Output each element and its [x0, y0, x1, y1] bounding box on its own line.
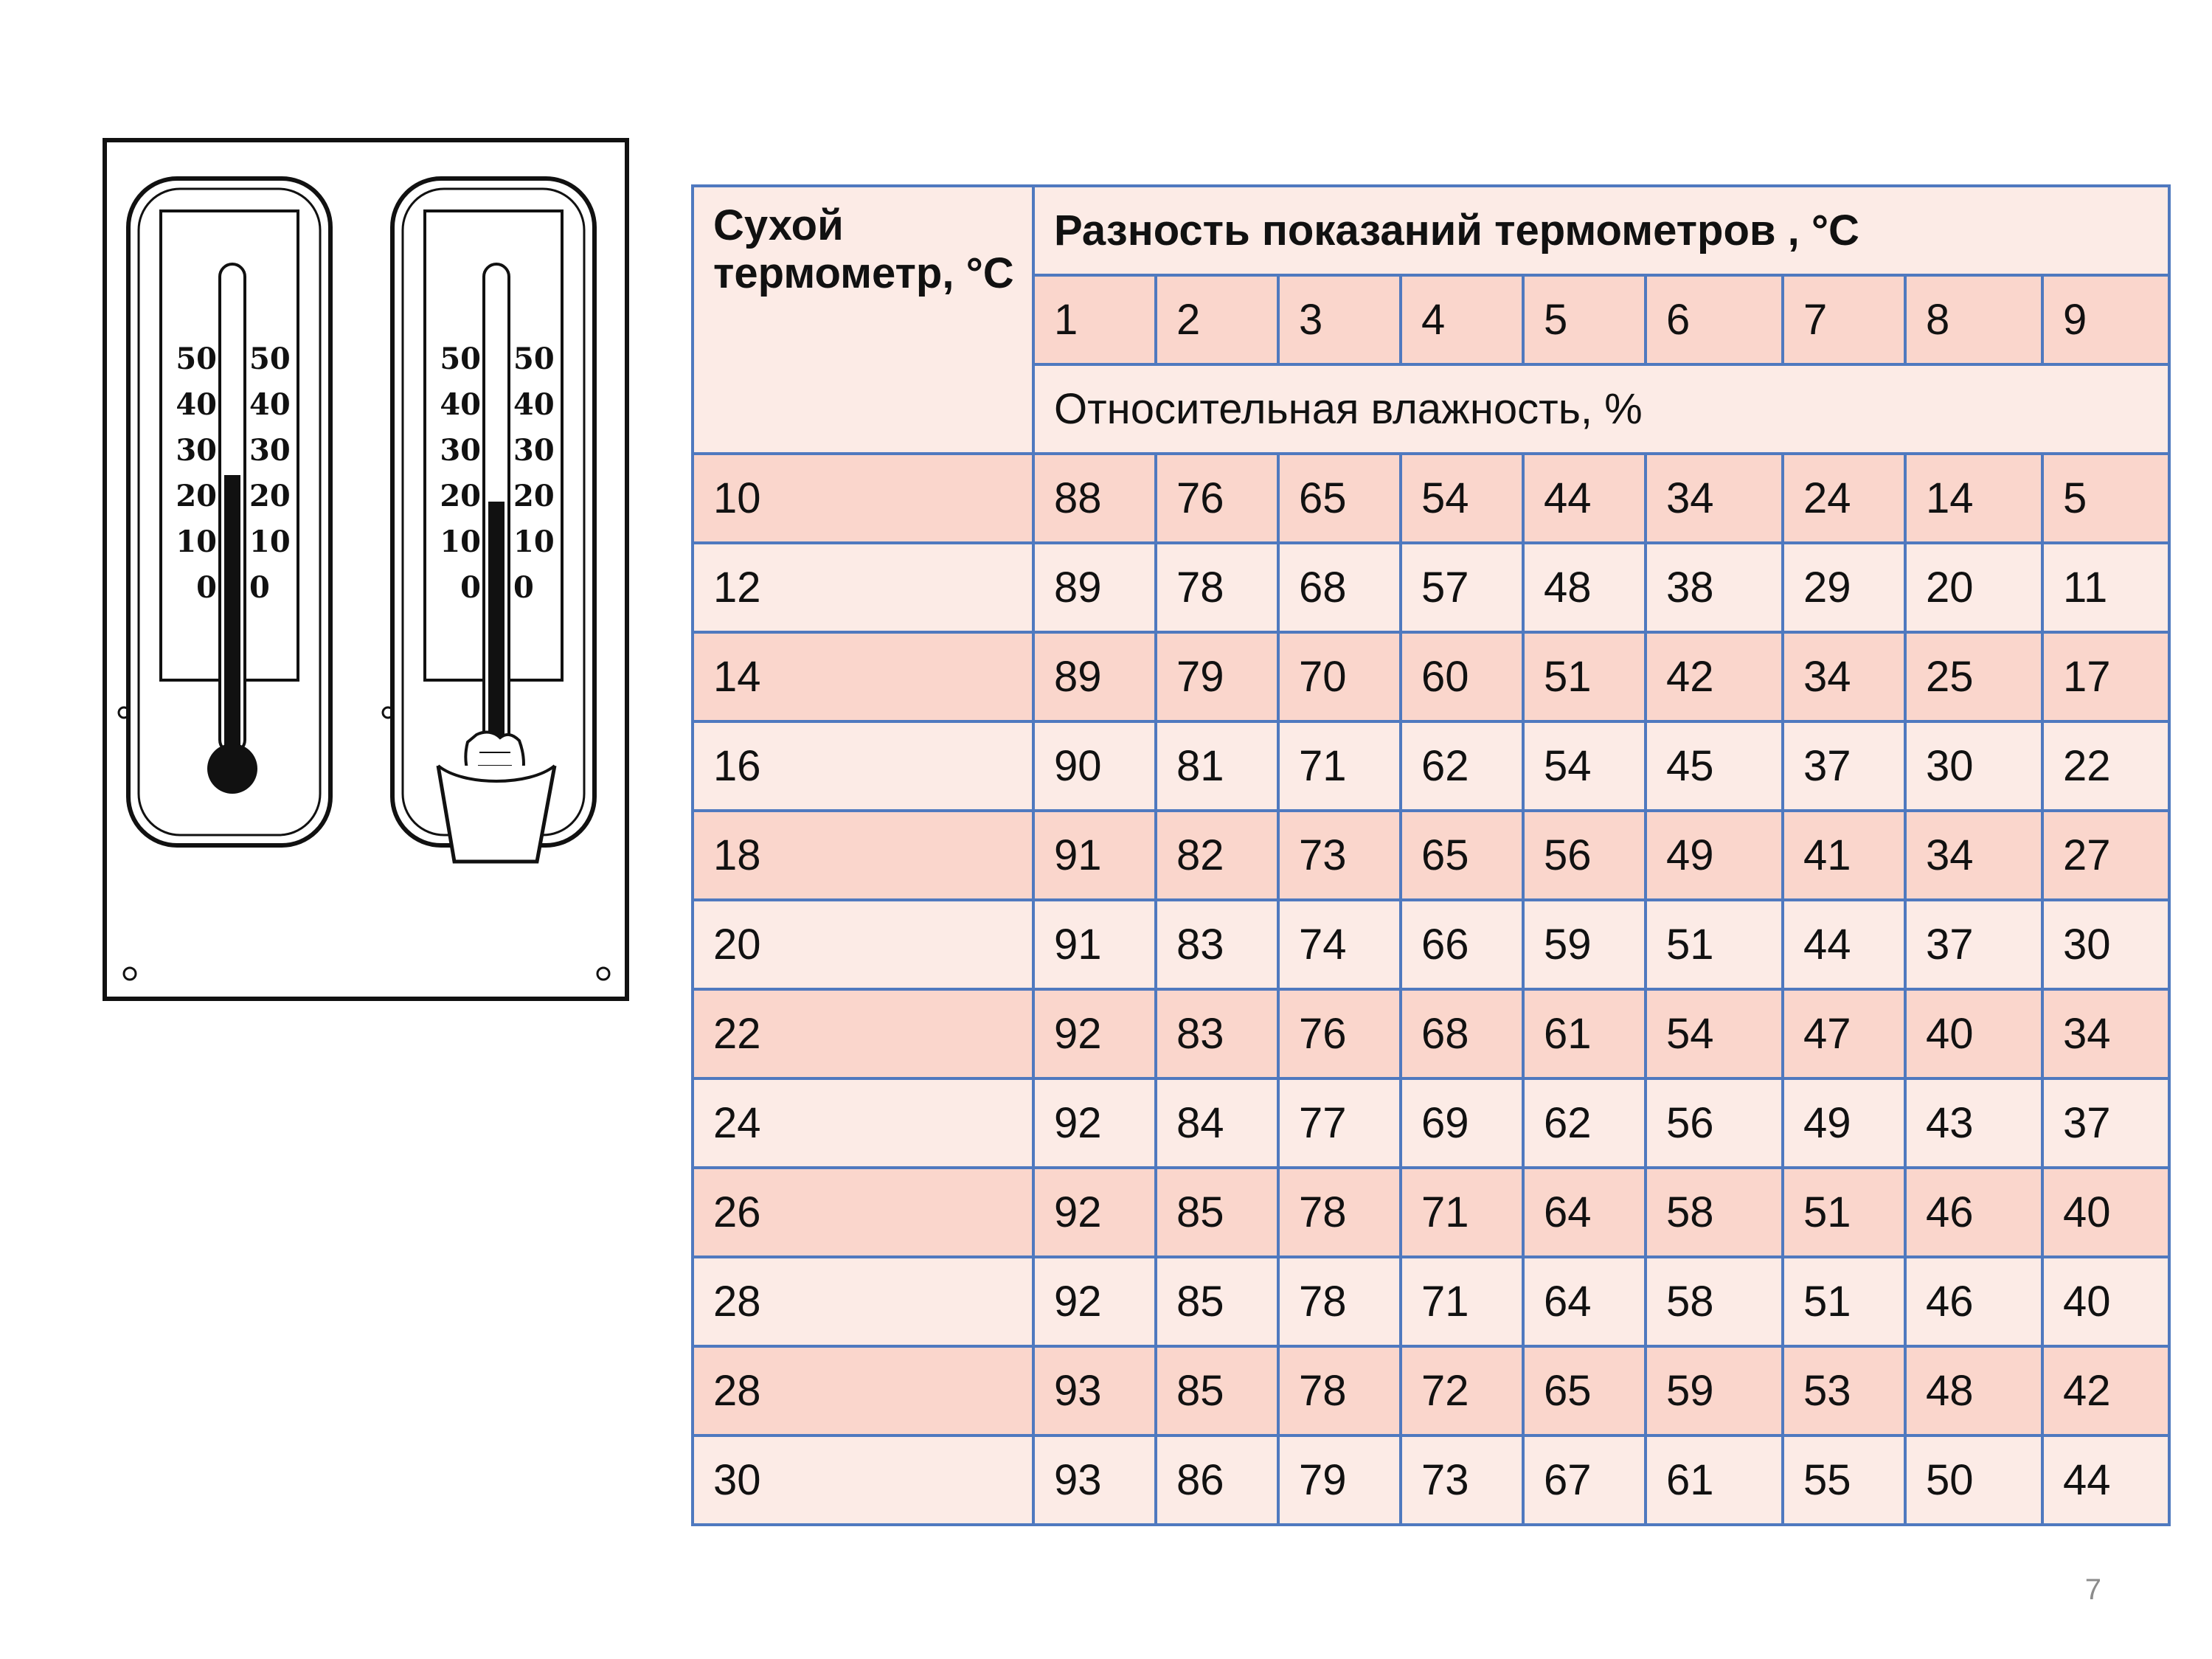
humidity-cell: 71: [1401, 1168, 1523, 1257]
humidity-cell: 66: [1401, 900, 1523, 989]
dry-temperature-cell: 26: [693, 1168, 1033, 1257]
humidity-cell: 42: [2042, 1346, 2169, 1435]
humidity-cell: 61: [1646, 1435, 1783, 1525]
humidity-cell: 59: [1523, 900, 1646, 989]
humidity-cell: 11: [2042, 543, 2169, 632]
humidity-cell: 40: [2042, 1257, 2169, 1346]
header-row-title: [693, 186, 2169, 275]
humidity-cell: 55: [1783, 1435, 1905, 1525]
humidity-cell: 56: [1646, 1078, 1783, 1168]
table-row: [693, 811, 2169, 900]
scale-label: 10: [249, 524, 291, 559]
scale-label: 0: [249, 570, 270, 605]
humidity-cell: 40: [1905, 989, 2042, 1078]
humidity-cell: 61: [1523, 989, 1646, 1078]
table-row: [693, 1435, 2169, 1525]
humidity-cell: 34: [1646, 454, 1783, 543]
psychrometer-icon: [102, 137, 630, 1002]
humidity-cell: 79: [1156, 632, 1278, 721]
humidity-cell: 38: [1646, 543, 1783, 632]
humidity-cell: 46: [1905, 1168, 2042, 1257]
humidity-cell: 44: [1523, 454, 1646, 543]
scale-label: 30: [176, 433, 217, 468]
scale-label: 10: [176, 524, 217, 559]
humidity-cell: 71: [1278, 721, 1401, 811]
column-header: 8: [1905, 275, 2042, 364]
humidity-cell: 86: [1156, 1435, 1278, 1525]
humidity-cell: 83: [1156, 989, 1278, 1078]
humidity-cell: 85: [1156, 1257, 1278, 1346]
humidity-cell: 14: [1905, 454, 2042, 543]
humidity-cell: 85: [1156, 1346, 1278, 1435]
column-header: 5: [1523, 275, 1646, 364]
humidity-cell: 25: [1905, 632, 2042, 721]
dry-temperature-cell: 20: [693, 900, 1033, 989]
dry-temperature-cell: 28: [693, 1257, 1033, 1346]
difference-header: Разность показаний термометров , °С: [1033, 186, 2169, 275]
humidity-cell: 5: [2042, 454, 2169, 543]
table-row: [693, 1257, 2169, 1346]
humidity-cell: 48: [1523, 543, 1646, 632]
scale-label: 10: [513, 524, 555, 559]
humidity-cell: 48: [1905, 1346, 2042, 1435]
wet-scale-right: [513, 336, 558, 611]
humidity-cell: 37: [1905, 900, 2042, 989]
dry-temperature-cell: 22: [693, 989, 1033, 1078]
humidity-cell: 30: [1905, 721, 2042, 811]
humidity-cell: 34: [1783, 632, 1905, 721]
humidity-cell: 29: [1783, 543, 1905, 632]
dry-scale-left: [176, 336, 217, 611]
column-header: 9: [2042, 275, 2169, 364]
humidity-cell: 49: [1783, 1078, 1905, 1168]
table-row: [693, 989, 2169, 1078]
humidity-cell: 27: [2042, 811, 2169, 900]
humidity-cell: 68: [1401, 989, 1523, 1078]
humidity-cell: 34: [1905, 811, 2042, 900]
humidity-cell: 78: [1278, 1257, 1401, 1346]
humidity-cell: 64: [1523, 1257, 1646, 1346]
humidity-cell: 46: [1905, 1257, 2042, 1346]
humidity-cell: 37: [1783, 721, 1905, 811]
humidity-cell: 83: [1156, 900, 1278, 989]
humidity-cell: 88: [1033, 454, 1156, 543]
humidity-cell: 37: [2042, 1078, 2169, 1168]
humidity-cell: 70: [1278, 632, 1401, 721]
dry-temperature-cell: 24: [693, 1078, 1033, 1168]
humidity-cell: 54: [1523, 721, 1646, 811]
column-header: 2: [1156, 275, 1278, 364]
humidity-cell: 45: [1646, 721, 1783, 811]
humidity-cell: 92: [1033, 989, 1156, 1078]
humidity-cell: 92: [1033, 1257, 1156, 1346]
humidity-cell: 85: [1156, 1168, 1278, 1257]
scale-label: 20: [176, 479, 217, 513]
column-header: 4: [1401, 275, 1523, 364]
humidity-cell: 84: [1156, 1078, 1278, 1168]
dry-temperature-cell: 28: [693, 1346, 1033, 1435]
humidity-cell: 89: [1033, 632, 1156, 721]
humidity-cell: 42: [1646, 632, 1783, 721]
humidity-cell: 67: [1523, 1435, 1646, 1525]
humidity-cell: 20: [1905, 543, 2042, 632]
humidity-cell: 17: [2042, 632, 2169, 721]
humidity-cell: 64: [1523, 1168, 1646, 1257]
humidity-cell: 92: [1033, 1168, 1156, 1257]
humidity-table: [691, 184, 2171, 1526]
column-header: 7: [1783, 275, 1905, 364]
humidity-cell: 78: [1156, 543, 1278, 632]
humidity-cell: 93: [1033, 1346, 1156, 1435]
humidity-cell: 79: [1278, 1435, 1401, 1525]
humidity-cell: 90: [1033, 721, 1156, 811]
scale-label: 30: [249, 433, 291, 468]
table-row: [693, 1346, 2169, 1435]
humidity-header: Относительная влажность, %: [1033, 364, 2169, 454]
scale-label: 50: [513, 342, 555, 376]
scale-label: 20: [513, 479, 555, 513]
humidity-cell: 22: [2042, 721, 2169, 811]
scale-label: 40: [513, 387, 555, 422]
humidity-cell: 91: [1033, 900, 1156, 989]
humidity-cell: 30: [2042, 900, 2169, 989]
humidity-cell: 34: [2042, 989, 2169, 1078]
humidity-cell: 51: [1783, 1168, 1905, 1257]
humidity-cell: 43: [1905, 1078, 2042, 1168]
scale-label: 30: [440, 433, 481, 468]
humidity-cell: 51: [1783, 1257, 1905, 1346]
humidity-cell: 24: [1783, 454, 1905, 543]
humidity-cell: 60: [1401, 632, 1523, 721]
scale-label: 0: [460, 570, 481, 605]
dry-temperature-cell: 18: [693, 811, 1033, 900]
scale-label: 50: [176, 342, 217, 376]
scale-label: 50: [440, 342, 481, 376]
dry-scale-right: [249, 336, 294, 611]
humidity-cell: 82: [1156, 811, 1278, 900]
table-row: [693, 632, 2169, 721]
scale-label: 40: [440, 387, 481, 422]
humidity-cell: 72: [1401, 1346, 1523, 1435]
humidity-cell: 93: [1033, 1435, 1156, 1525]
page-number: 7: [2084, 1573, 2101, 1606]
humidity-cell: 74: [1278, 900, 1401, 989]
scale-label: 50: [249, 342, 291, 376]
humidity-cell: 50: [1905, 1435, 2042, 1525]
humidity-cell: 73: [1401, 1435, 1523, 1525]
dry-temperature-cell: 10: [693, 454, 1033, 543]
humidity-cell: 68: [1278, 543, 1401, 632]
scale-label: 0: [196, 570, 217, 605]
scale-label: 40: [249, 387, 291, 422]
table-row: [693, 1168, 2169, 1257]
humidity-cell: 81: [1156, 721, 1278, 811]
humidity-cell: 44: [1783, 900, 1905, 989]
table-row: [693, 1078, 2169, 1168]
humidity-cell: 91: [1033, 811, 1156, 900]
humidity-cell: 51: [1523, 632, 1646, 721]
humidity-cell: 53: [1783, 1346, 1905, 1435]
humidity-cell: 65: [1523, 1346, 1646, 1435]
dry-temperature-cell: 14: [693, 632, 1033, 721]
scale-label: 30: [513, 433, 555, 468]
table-row: [693, 721, 2169, 811]
humidity-cell: 78: [1278, 1168, 1401, 1257]
humidity-cell: 57: [1401, 543, 1523, 632]
humidity-cell: 89: [1033, 543, 1156, 632]
dry-temperature-cell: 12: [693, 543, 1033, 632]
dry-thermometer-header: Сухой термометр, °С: [693, 186, 1033, 454]
humidity-cell: 76: [1278, 989, 1401, 1078]
scale-label: 20: [249, 479, 291, 513]
humidity-cell: 73: [1278, 811, 1401, 900]
humidity-cell: 77: [1278, 1078, 1401, 1168]
wet-scale-left: [440, 336, 481, 611]
humidity-cell: 92: [1033, 1078, 1156, 1168]
humidity-cell: 49: [1646, 811, 1783, 900]
scale-label: 10: [440, 524, 481, 559]
scale-label: 40: [176, 387, 217, 422]
table-row: [693, 900, 2169, 989]
humidity-cell: 54: [1646, 989, 1783, 1078]
column-header: 6: [1646, 275, 1783, 364]
humidity-cell: 71: [1401, 1257, 1523, 1346]
humidity-cell: 58: [1646, 1257, 1783, 1346]
humidity-cell: 65: [1401, 811, 1523, 900]
humidity-cell: 65: [1278, 454, 1401, 543]
humidity-cell: 54: [1401, 454, 1523, 543]
humidity-cell: 76: [1156, 454, 1278, 543]
scale-label: 0: [513, 570, 534, 605]
humidity-cell: 58: [1646, 1168, 1783, 1257]
scale-label: 20: [440, 479, 481, 513]
humidity-cell: 41: [1783, 811, 1905, 900]
humidity-cell: 69: [1401, 1078, 1523, 1168]
dry-temperature-cell: 16: [693, 721, 1033, 811]
dry-temperature-cell: 30: [693, 1435, 1033, 1525]
humidity-cell: 47: [1783, 989, 1905, 1078]
table-row: [693, 543, 2169, 632]
humidity-cell: 62: [1401, 721, 1523, 811]
humidity-cell: 44: [2042, 1435, 2169, 1525]
column-header: 1: [1033, 275, 1156, 364]
humidity-cell: 59: [1646, 1346, 1783, 1435]
humidity-cell: 56: [1523, 811, 1646, 900]
humidity-cell: 40: [2042, 1168, 2169, 1257]
table-row: [693, 454, 2169, 543]
column-header: 3: [1278, 275, 1401, 364]
humidity-cell: 62: [1523, 1078, 1646, 1168]
humidity-cell: 78: [1278, 1346, 1401, 1435]
humidity-cell: 51: [1646, 900, 1783, 989]
